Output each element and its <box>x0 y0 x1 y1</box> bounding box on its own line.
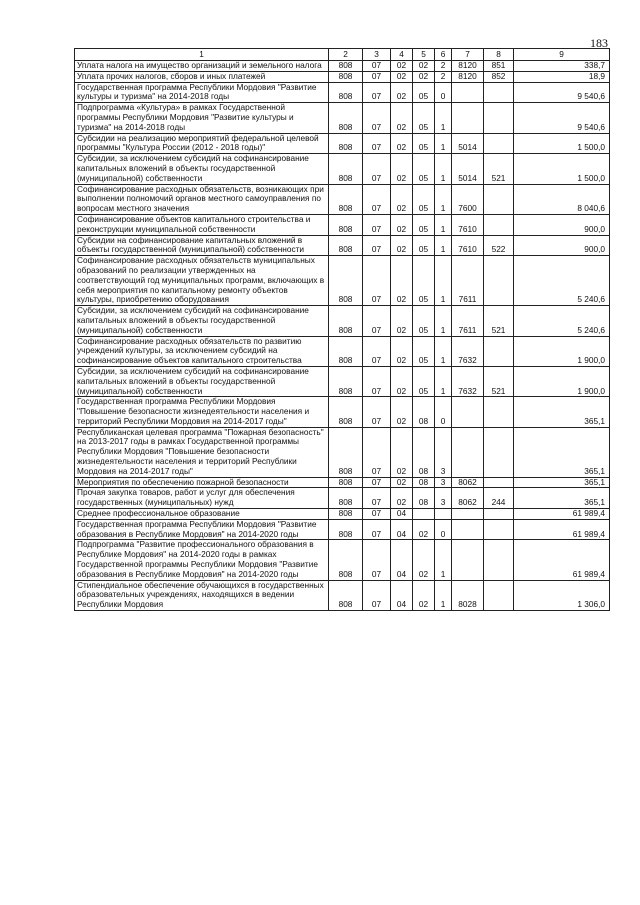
table-row <box>75 540 610 580</box>
cell-col-7 <box>452 82 484 103</box>
cell-col-2: 808 <box>329 133 363 154</box>
cell-col-7 <box>452 509 484 520</box>
cell-col-5: 08 <box>413 488 435 509</box>
cell-col-7: 5014 <box>452 154 484 184</box>
cell-col-7: 7610 <box>452 214 484 235</box>
cell-name: Государственная программа Республики Мордовия "Повышение безопасности жизнедеятельности населения и территорий Республики Мордовия на 2014-2017 годы" <box>75 397 329 427</box>
cell-col-5: 08 <box>413 397 435 427</box>
cell-col-6: 1 <box>435 366 452 396</box>
cell-amount: 338,7 <box>514 61 610 72</box>
cell-col-7 <box>452 427 484 477</box>
cell-col-4: 02 <box>391 82 413 103</box>
cell-col-7: 8120 <box>452 61 484 72</box>
table-row <box>75 82 610 103</box>
cell-amount: 365,1 <box>514 427 610 477</box>
cell-name: Уплата прочих налогов, сборов и иных платежей <box>75 71 329 82</box>
cell-col-5: 05 <box>413 336 435 366</box>
cell-amount: 61 989,4 <box>514 509 610 520</box>
cell-name: Софинансирование расходных обязательств муниципальных образований по реализации утвержденных на соответствующий год муниципальных программ, включающих в себя мероприятия по капитальному ремонту объектов культуры, приобретению оборудования <box>75 256 329 306</box>
header-col-9: 9 <box>514 49 610 61</box>
cell-col-4: 02 <box>391 154 413 184</box>
cell-col-5: 05 <box>413 133 435 154</box>
cell-col-3: 07 <box>363 366 391 396</box>
cell-col-8: 521 <box>484 366 514 396</box>
cell-col-2: 808 <box>329 256 363 306</box>
cell-col-6: 0 <box>435 82 452 103</box>
cell-col-4: 04 <box>391 580 413 610</box>
table-row <box>75 133 610 154</box>
cell-col-8 <box>484 184 514 214</box>
cell-amount: 9 540,6 <box>514 103 610 133</box>
cell-col-4: 04 <box>391 540 413 580</box>
cell-col-4: 02 <box>391 488 413 509</box>
cell-name: Республиканская целевая программа "Пожарная безопасность" на 2013-2017 годы в рамках Государственной программы Республики Мордовия "Повышение безопасности жизнедеятельности населения и территорий Республики Мордовия на 2014-2017 годы" <box>75 427 329 477</box>
cell-col-2: 808 <box>329 540 363 580</box>
cell-name: Подпрограмма «Культура» в рамках Государственной программы Республики Мордовия "Развитие культуры и туризма" на 2014-2018 годы <box>75 103 329 133</box>
table-row <box>75 154 610 184</box>
cell-col-2: 808 <box>329 580 363 610</box>
cell-col-2: 808 <box>329 336 363 366</box>
cell-col-7: 8062 <box>452 477 484 488</box>
cell-col-2: 808 <box>329 184 363 214</box>
cell-name: Софинансирование расходных обязательств по развитию учреждений культуры, за исключением субсидий на софинансирование объектов капитального строительства <box>75 336 329 366</box>
cell-col-6: 1 <box>435 306 452 336</box>
cell-col-8 <box>484 256 514 306</box>
cell-col-2: 808 <box>329 235 363 256</box>
page-number: 183 <box>590 36 608 50</box>
cell-amount: 1 900,0 <box>514 336 610 366</box>
cell-col-3: 07 <box>363 580 391 610</box>
header-col-4: 4 <box>391 49 413 61</box>
cell-name: Прочая закупка товаров, работ и услуг для обеспечения государственных (муниципальных) нужд <box>75 488 329 509</box>
cell-col-6: 1 <box>435 580 452 610</box>
cell-col-2: 808 <box>329 477 363 488</box>
cell-col-6: 1 <box>435 184 452 214</box>
cell-col-2: 808 <box>329 103 363 133</box>
cell-col-2: 808 <box>329 61 363 72</box>
cell-col-6: 2 <box>435 61 452 72</box>
table-row <box>75 477 610 488</box>
cell-amount: 18,9 <box>514 71 610 82</box>
cell-col-5: 05 <box>413 256 435 306</box>
cell-col-7 <box>452 519 484 540</box>
table-row <box>75 71 610 82</box>
cell-col-6: 3 <box>435 427 452 477</box>
cell-col-7 <box>452 103 484 133</box>
cell-col-3: 07 <box>363 154 391 184</box>
cell-col-8 <box>484 519 514 540</box>
cell-name: Субсидии, за исключением субсидий на софинансирование капитальных вложений в объекты государственной (муниципальной) собственности <box>75 366 329 396</box>
cell-name: Субсидии на софинансирование капитальных вложений в объекты государственной (муниципальной) собственности <box>75 235 329 256</box>
cell-col-8 <box>484 214 514 235</box>
table-row <box>75 235 610 256</box>
cell-col-2: 808 <box>329 214 363 235</box>
cell-col-6: 1 <box>435 235 452 256</box>
cell-col-5: 05 <box>413 82 435 103</box>
table-row <box>75 580 610 610</box>
header-col-7: 7 <box>452 49 484 61</box>
header-col-5: 5 <box>413 49 435 61</box>
cell-col-4: 02 <box>391 235 413 256</box>
cell-col-3: 07 <box>363 397 391 427</box>
cell-col-8 <box>484 580 514 610</box>
cell-col-6: 1 <box>435 336 452 366</box>
cell-col-8 <box>484 103 514 133</box>
cell-amount: 365,1 <box>514 397 610 427</box>
cell-col-7: 7610 <box>452 235 484 256</box>
cell-col-5: 05 <box>413 306 435 336</box>
cell-col-7: 7611 <box>452 306 484 336</box>
cell-col-2: 808 <box>329 509 363 520</box>
cell-name: Стипендиальное обеспечение обучающихся в государственных образовательных учреждениях, находящихся в ведении Республики Мордовия <box>75 580 329 610</box>
cell-col-6: 2 <box>435 71 452 82</box>
cell-col-5: 02 <box>413 71 435 82</box>
cell-col-3: 07 <box>363 336 391 366</box>
cell-col-3: 07 <box>363 133 391 154</box>
cell-name: Подпрограмма "Развитие профессионального образования в Республике Мордовия" на 2014-2020 годы в рамках Государственной программы Республики Мордовия "Развитие образования в Республике Мордовия" на 2014-2020 годы <box>75 540 329 580</box>
cell-col-8 <box>484 82 514 103</box>
cell-col-6: 0 <box>435 397 452 427</box>
cell-col-3: 07 <box>363 71 391 82</box>
cell-col-2: 808 <box>329 366 363 396</box>
table-body <box>75 61 610 611</box>
table-row <box>75 103 610 133</box>
table-row <box>75 427 610 477</box>
cell-col-5: 05 <box>413 235 435 256</box>
cell-col-4: 02 <box>391 133 413 154</box>
table-row <box>75 509 610 520</box>
cell-col-8 <box>484 397 514 427</box>
budget-table <box>74 48 610 611</box>
cell-col-3: 07 <box>363 82 391 103</box>
header-col-1: 1 <box>75 49 329 61</box>
table-header-row <box>75 49 610 61</box>
cell-col-6 <box>435 509 452 520</box>
cell-name: Государственная программа Республики Мордовия "Развитие образования в Республике Мордовия" на 2014-2020 годы <box>75 519 329 540</box>
cell-col-8 <box>484 133 514 154</box>
cell-col-3: 07 <box>363 184 391 214</box>
header-col-3: 3 <box>363 49 391 61</box>
cell-col-5: 05 <box>413 214 435 235</box>
cell-col-6: 1 <box>435 133 452 154</box>
cell-col-8 <box>484 336 514 366</box>
table-row <box>75 256 610 306</box>
cell-col-4: 02 <box>391 427 413 477</box>
cell-col-4: 02 <box>391 214 413 235</box>
cell-col-5 <box>413 509 435 520</box>
cell-col-8: 852 <box>484 71 514 82</box>
cell-amount: 1 900,0 <box>514 366 610 396</box>
table-row <box>75 397 610 427</box>
cell-col-5: 02 <box>413 580 435 610</box>
cell-col-3: 07 <box>363 235 391 256</box>
cell-col-5: 02 <box>413 540 435 580</box>
cell-amount: 1 306,0 <box>514 580 610 610</box>
cell-col-5: 02 <box>413 61 435 72</box>
table-row <box>75 61 610 72</box>
cell-col-4: 02 <box>391 306 413 336</box>
cell-col-6: 1 <box>435 103 452 133</box>
table-row <box>75 306 610 336</box>
cell-col-2: 808 <box>329 82 363 103</box>
cell-col-5: 05 <box>413 366 435 396</box>
cell-col-4: 02 <box>391 103 413 133</box>
cell-col-7: 8062 <box>452 488 484 509</box>
cell-col-7: 7611 <box>452 256 484 306</box>
table-row <box>75 488 610 509</box>
cell-amount: 900,0 <box>514 214 610 235</box>
cell-name: Субсидии, за исключением субсидий на софинансирование капитальных вложений в объекты государственной (муниципальной) собственности <box>75 306 329 336</box>
cell-amount: 1 500,0 <box>514 154 610 184</box>
cell-col-4: 04 <box>391 519 413 540</box>
cell-col-3: 07 <box>363 103 391 133</box>
cell-name: Софинансирование расходных обязательств, возникающих при выполнении полномочий органов местного самоуправления по вопросам местного значения <box>75 184 329 214</box>
cell-col-5: 05 <box>413 184 435 214</box>
cell-amount: 1 500,0 <box>514 133 610 154</box>
cell-col-5: 02 <box>413 519 435 540</box>
table-row <box>75 184 610 214</box>
cell-col-8 <box>484 427 514 477</box>
budget-table-wrapper <box>74 48 610 611</box>
cell-col-7: 7632 <box>452 336 484 366</box>
cell-amount: 5 240,6 <box>514 256 610 306</box>
header-col-6: 6 <box>435 49 452 61</box>
header-col-8: 8 <box>484 49 514 61</box>
table-row <box>75 214 610 235</box>
cell-col-4: 02 <box>391 336 413 366</box>
cell-col-2: 808 <box>329 71 363 82</box>
cell-col-5: 05 <box>413 154 435 184</box>
cell-name: Государственная программа Республики Мордовия "Развитие культуры и туризма" на 2014-2018 годы <box>75 82 329 103</box>
cell-col-8: 851 <box>484 61 514 72</box>
cell-col-4: 02 <box>391 477 413 488</box>
cell-col-3: 07 <box>363 427 391 477</box>
cell-col-8: 521 <box>484 154 514 184</box>
table-row <box>75 336 610 366</box>
cell-col-7: 7600 <box>452 184 484 214</box>
cell-col-2: 808 <box>329 397 363 427</box>
header-col-2: 2 <box>329 49 363 61</box>
cell-amount: 9 540,6 <box>514 82 610 103</box>
cell-col-7 <box>452 540 484 580</box>
cell-col-6: 1 <box>435 540 452 580</box>
cell-col-4: 02 <box>391 397 413 427</box>
cell-col-2: 808 <box>329 488 363 509</box>
cell-col-3: 07 <box>363 509 391 520</box>
cell-col-8 <box>484 509 514 520</box>
cell-col-6: 3 <box>435 477 452 488</box>
cell-col-7: 8028 <box>452 580 484 610</box>
cell-col-4: 04 <box>391 509 413 520</box>
cell-amount: 365,1 <box>514 488 610 509</box>
cell-col-7 <box>452 397 484 427</box>
cell-col-4: 02 <box>391 184 413 214</box>
cell-col-2: 808 <box>329 306 363 336</box>
cell-col-8: 521 <box>484 306 514 336</box>
cell-col-6: 0 <box>435 519 452 540</box>
cell-col-6: 3 <box>435 488 452 509</box>
cell-col-3: 07 <box>363 256 391 306</box>
cell-col-8: 244 <box>484 488 514 509</box>
cell-col-6: 1 <box>435 214 452 235</box>
table-row <box>75 366 610 396</box>
cell-col-3: 07 <box>363 540 391 580</box>
cell-col-2: 808 <box>329 519 363 540</box>
cell-amount: 61 989,4 <box>514 540 610 580</box>
cell-amount: 8 040,6 <box>514 184 610 214</box>
cell-col-3: 07 <box>363 477 391 488</box>
cell-col-3: 07 <box>363 306 391 336</box>
cell-col-7: 5014 <box>452 133 484 154</box>
table-row <box>75 519 610 540</box>
cell-col-3: 07 <box>363 61 391 72</box>
cell-col-7: 7632 <box>452 366 484 396</box>
cell-col-8 <box>484 540 514 580</box>
cell-col-2: 808 <box>329 427 363 477</box>
cell-col-5: 08 <box>413 477 435 488</box>
cell-amount: 5 240,6 <box>514 306 610 336</box>
cell-col-5: 08 <box>413 427 435 477</box>
cell-col-2: 808 <box>329 154 363 184</box>
cell-col-4: 02 <box>391 256 413 306</box>
cell-col-8: 522 <box>484 235 514 256</box>
cell-col-5: 05 <box>413 103 435 133</box>
cell-name: Софинансирование объектов капитального строительства и реконструкции муниципальной собственности <box>75 214 329 235</box>
cell-col-6: 1 <box>435 256 452 306</box>
cell-col-4: 02 <box>391 71 413 82</box>
cell-name: Мероприятия по обеспечению пожарной безопасности <box>75 477 329 488</box>
cell-col-3: 07 <box>363 519 391 540</box>
cell-name: Среднее профессиональное образование <box>75 509 329 520</box>
cell-col-6: 1 <box>435 154 452 184</box>
cell-name: Субсидии, за исключением субсидий на софинансирование капитальных вложений в объекты государственной (муниципальной) собственности <box>75 154 329 184</box>
cell-col-4: 02 <box>391 61 413 72</box>
cell-col-3: 07 <box>363 214 391 235</box>
cell-amount: 61 989,4 <box>514 519 610 540</box>
cell-name: Субсидии на реализацию мероприятий федеральной целевой программы "Культура России (2012 - 2018 годы)" <box>75 133 329 154</box>
cell-col-7: 8120 <box>452 71 484 82</box>
cell-name: Уплата налога на имущество организаций и земельного налога <box>75 61 329 72</box>
cell-col-3: 07 <box>363 488 391 509</box>
cell-col-4: 02 <box>391 366 413 396</box>
cell-amount: 900,0 <box>514 235 610 256</box>
cell-col-8 <box>484 477 514 488</box>
cell-amount: 365,1 <box>514 477 610 488</box>
